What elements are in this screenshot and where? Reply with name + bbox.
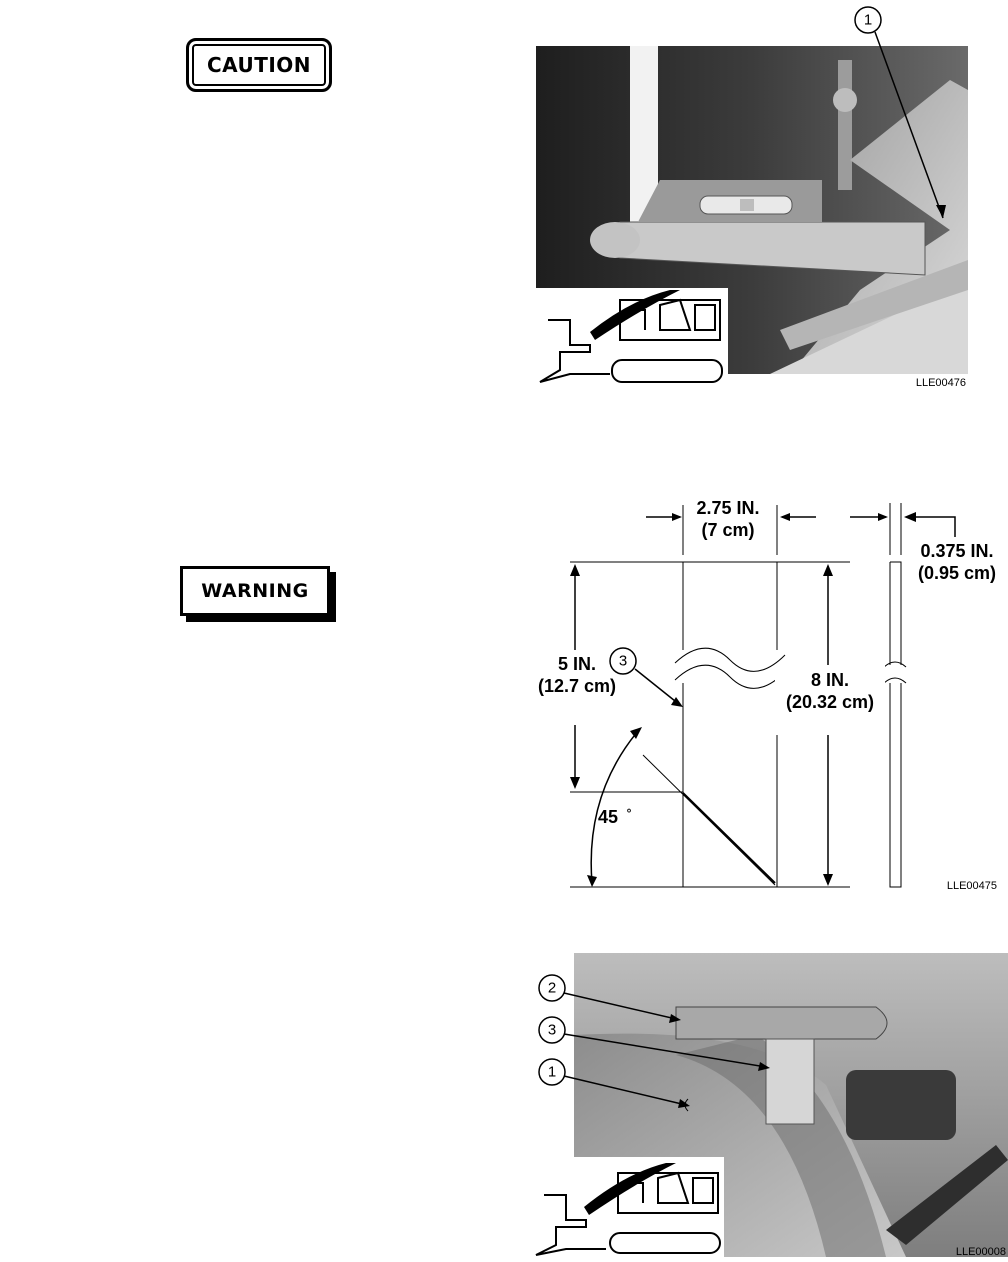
figure-2 [530,495,1008,900]
dim-thickness: 0.375 IN. [920,541,994,561]
dim-angle-unit: ° [626,806,632,820]
dim-height-right: 8 IN. [810,670,850,690]
bulldozer-icon [536,288,728,382]
figure-2-id: LLE00475 [946,880,997,892]
figure-1-photo [530,0,1008,395]
figure-1-id: LLE00476 [915,377,966,389]
callout-1-label: 1 [863,11,873,29]
figure-2-diagram [530,495,1008,900]
callout-1b-label: 1 [547,1063,557,1081]
caution-badge [186,38,332,92]
caution-label: CAUTION [206,53,312,77]
dim-height-left: 5 IN. [557,654,597,674]
warning-badge [180,566,330,616]
figure-3-id: LLE00008 [955,1246,1006,1257]
figure-1 [530,0,1008,395]
bulldozer-icon-2 [530,1157,724,1257]
dim-thickness-metric: (0.95 cm) [917,563,997,583]
dim-height-right-metric: (20.32 cm) [785,692,875,712]
dim-width-top: 2.75 IN. [696,498,760,518]
figure-3 [526,945,1008,1257]
warning-label: WARNING [201,580,309,602]
callout-3-label: 3 [618,652,628,670]
figure-3-photo [526,945,1008,1257]
dim-width-top-metric: (7 cm) [701,520,755,540]
dim-height-left-metric: (12.7 cm) [537,676,617,696]
callout-2-label: 2 [547,979,557,997]
dim-angle: 45 [597,807,619,827]
callout-3b-label: 3 [547,1021,557,1039]
